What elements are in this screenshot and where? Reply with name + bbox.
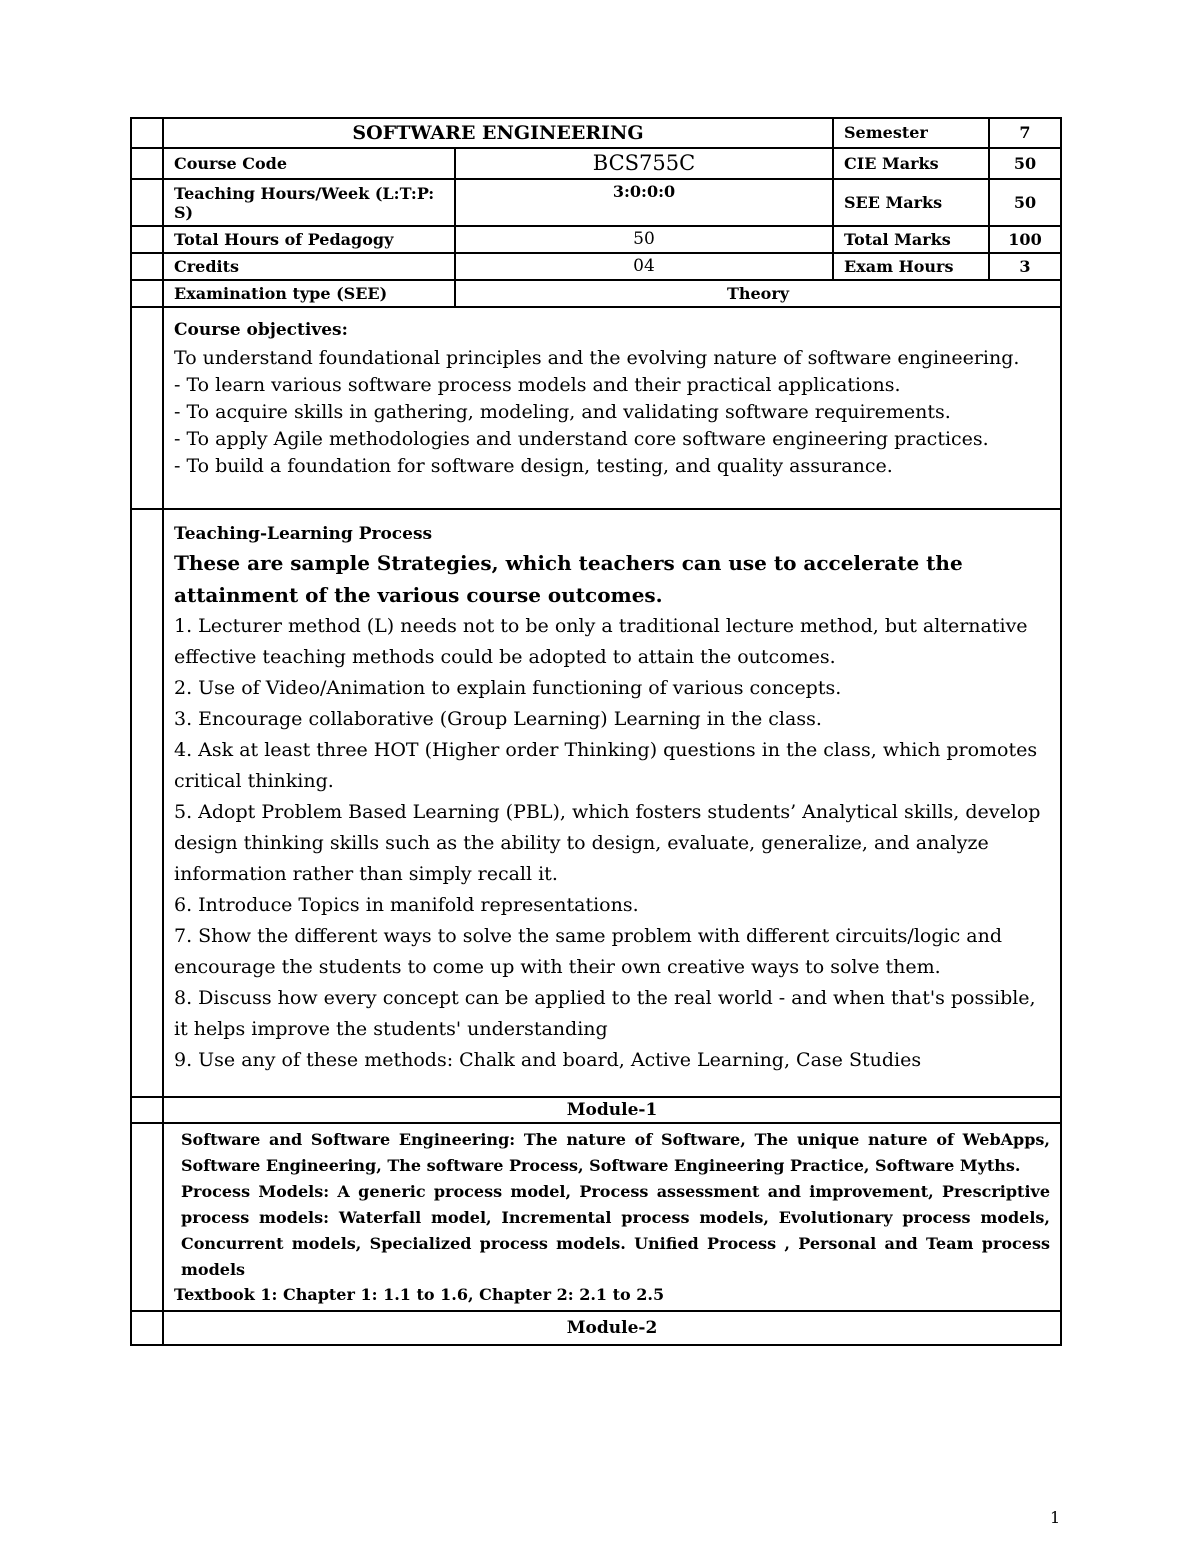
exam-type-row <box>131 280 1061 307</box>
module-1-topic-label: Process Models: <box>181 1181 330 1201</box>
margin-cell <box>131 253 163 280</box>
teaching-hours-row <box>131 179 1061 226</box>
tlp-item: 7. Show the different ways to solve the same problem with different circuits/logic and encourage the students to come up with their own creative ways to solve them. <box>174 924 1002 978</box>
module-1-topic-text: A generic process model, Process assessment and improvement, Prescriptive process models: Waterfall model, Incremental process models, Evolutionary process models, Concurrent models, Specialized process models. Unified Process , Personal and Team process models <box>181 1181 1051 1279</box>
cie-marks-label: CIE Marks <box>833 148 989 179</box>
tlp-item: 4. Ask at least three HOT (Higher order Thinking) questions in the class, which promotes critical thinking. <box>174 738 1038 792</box>
semester-value: 7 <box>989 118 1061 148</box>
module-1-topic-text: The nature of Software, The unique nature of WebApps, Software Engineering, The software Process, Software Engineering Practice, Software Myths. <box>181 1129 1051 1175</box>
module-1-title: Module-1 <box>163 1097 1061 1123</box>
objective-item: - To build a foundation for software design, testing, and quality assurance. <box>174 454 893 477</box>
tlp-heading: Teaching-Learning Process <box>174 524 433 545</box>
margin-cell <box>131 148 163 179</box>
exam-type-label: Examination type (SEE) <box>163 280 455 307</box>
pedagogy-value: 50 <box>455 226 833 253</box>
title-row <box>131 118 1061 148</box>
course-code-row <box>131 148 1061 179</box>
objective-item: To understand foundational principles and the evolving nature of software engineering. <box>174 346 1020 369</box>
semester-label: Semester <box>833 118 989 148</box>
credits-row <box>131 253 1061 280</box>
credits-label: Credits <box>163 253 455 280</box>
total-marks-value: 100 <box>989 226 1061 253</box>
teaching-hours-label: Teaching Hours/Week (L:T:P: S) <box>163 179 455 226</box>
objectives-heading: Course objectives: <box>174 320 348 341</box>
tlp-item: 5. Adopt Problem Based Learning (PBL), which fosters students’ Analytical skills, develop design thinking skills such as the ability to design, evaluate, generalize, and analyze information rather than simply recall it. <box>174 800 1041 885</box>
margin-cell <box>131 226 163 253</box>
exam-hours-label: Exam Hours <box>833 253 989 280</box>
objective-item: - To acquire skills in gathering, modeling, and validating software requirements. <box>174 400 951 423</box>
margin-cell <box>131 307 163 509</box>
module-2-title: Module-2 <box>163 1311 1061 1345</box>
objectives-row <box>131 307 1061 509</box>
module2-title-row <box>131 1311 1061 1345</box>
course-title: SOFTWARE ENGINEERING <box>163 118 833 148</box>
pedagogy-label: Total Hours of Pedagogy <box>163 226 455 253</box>
margin-cell <box>131 118 163 148</box>
tlp-item: 3. Encourage collaborative (Group Learning) Learning in the class. <box>174 707 822 730</box>
objective-item: - To learn various software process models and their practical applications. <box>174 373 901 396</box>
exam-type-value: Theory <box>455 280 1061 307</box>
margin-cell <box>131 1097 163 1123</box>
see-marks-value: 50 <box>989 179 1061 226</box>
cie-marks-value: 50 <box>989 148 1061 179</box>
tlp-item: 1. Lecturer method (L) needs not to be only a traditional lecture method, but alternative effective teaching methods could be adopted to attain the outcomes. <box>174 614 1028 668</box>
credits-value: 04 <box>455 253 833 280</box>
tlp-item: 6. Introduce Topics in manifold representations. <box>174 893 639 916</box>
module-1-textbook: Textbook 1: Chapter 1: 1.1 to 1.6, Chapter 2: 2.1 to 2.5 <box>174 1284 665 1304</box>
module-1-paragraph <box>174 1179 1050 1283</box>
course-syllabus-table <box>130 117 1062 1346</box>
teaching-learning-row <box>131 509 1061 1096</box>
module-1-content <box>163 1123 1061 1311</box>
teaching-learning-process <box>163 509 1061 1096</box>
exam-hours-value: 3 <box>989 253 1061 280</box>
course-code-label: Course Code <box>163 148 455 179</box>
teaching-hours-value: 3:0:0:0 <box>455 179 833 226</box>
pedagogy-row <box>131 226 1061 253</box>
tlp-item: 9. Use any of these methods: Chalk and board, Active Learning, Case Studies <box>174 1048 922 1071</box>
tlp-item: 2. Use of Video/Animation to explain functioning of various concepts. <box>174 676 842 699</box>
margin-cell <box>131 1311 163 1345</box>
course-objectives <box>163 307 1061 509</box>
margin-cell <box>131 280 163 307</box>
tlp-intro: These are sample Strategies, which teachers can use to accelerate the attainment of the various course outcomes. <box>174 550 963 607</box>
see-marks-label: SEE Marks <box>833 179 989 226</box>
module1-body-row <box>131 1123 1061 1311</box>
total-marks-label: Total Marks <box>833 226 989 253</box>
module-1-topic-label: Software and Software Engineering: <box>181 1129 516 1149</box>
margin-cell <box>131 179 163 226</box>
margin-cell <box>131 1123 163 1311</box>
tlp-item: 8. Discuss how every concept can be applied to the real world - and when that's possible, it helps improve the students' understanding <box>174 986 1036 1040</box>
module1-title-row <box>131 1097 1061 1123</box>
page-number: 1 <box>1050 1508 1061 1527</box>
course-code-value: BCS755C <box>455 148 833 179</box>
objective-item: - To apply Agile methodologies and understand core software engineering practices. <box>174 427 989 450</box>
module-1-paragraph <box>174 1127 1050 1179</box>
margin-cell <box>131 509 163 1096</box>
